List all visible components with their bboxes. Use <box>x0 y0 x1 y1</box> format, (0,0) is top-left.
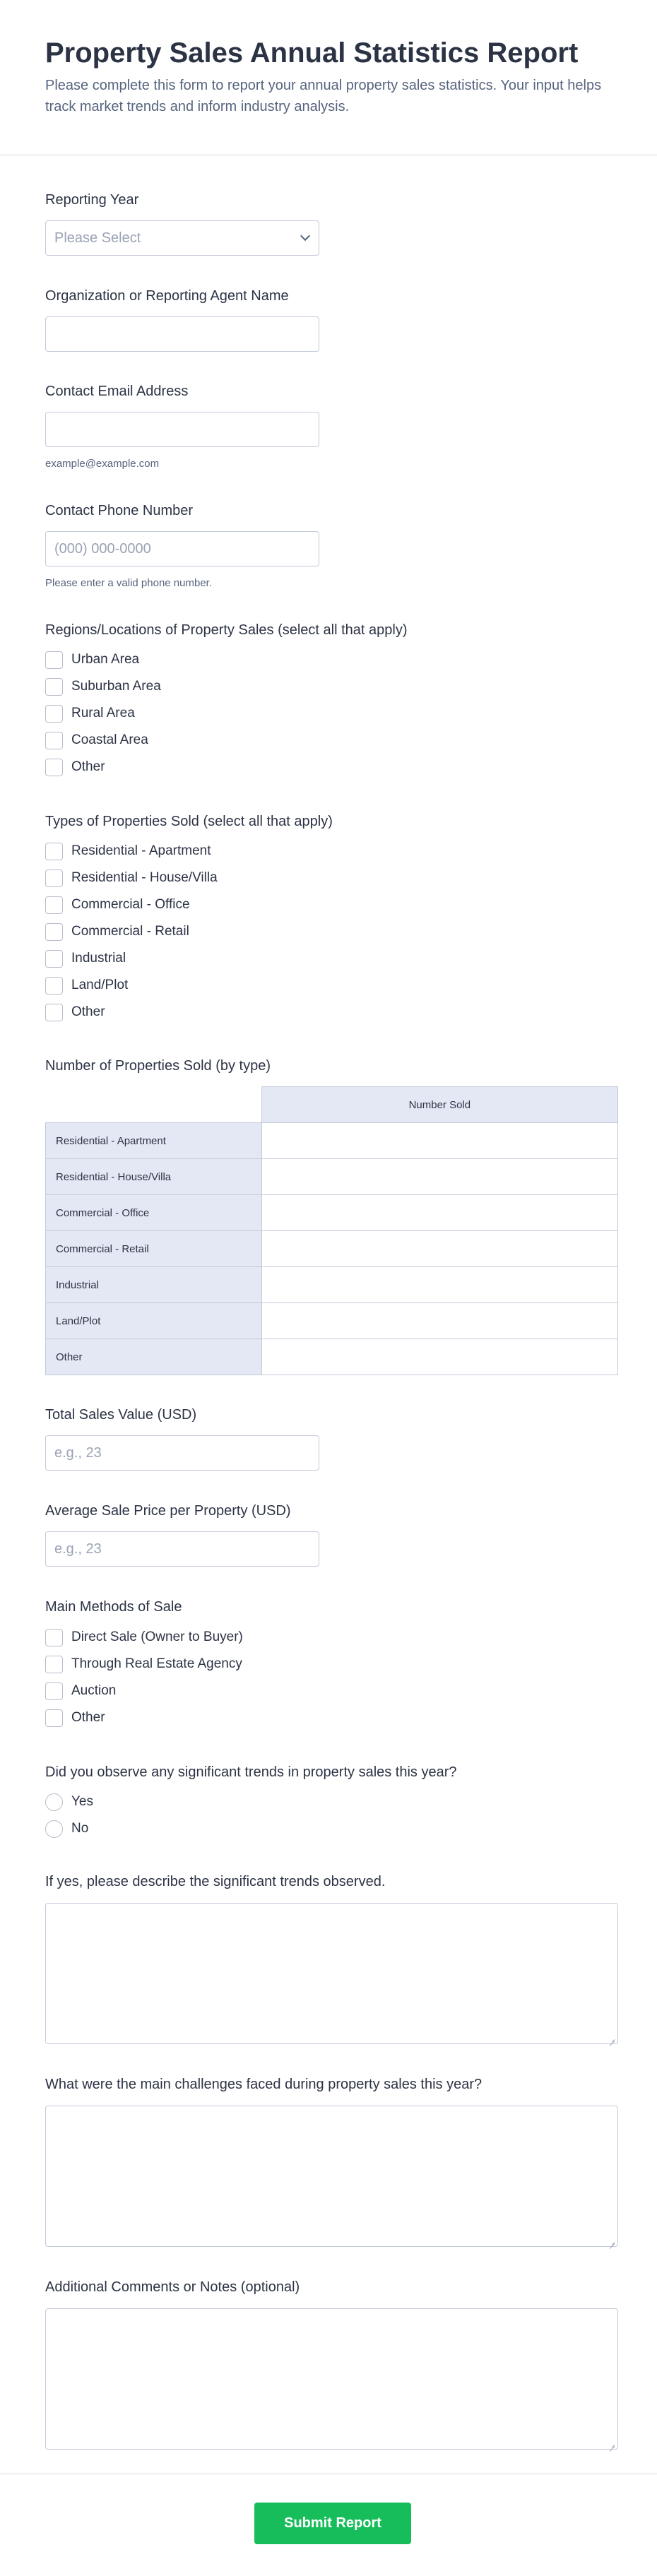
matrix-cell[interactable] <box>261 1159 617 1195</box>
matrix-cell[interactable] <box>261 1303 617 1339</box>
option-label: Direct Sale (Owner to Buyer) <box>71 1630 243 1644</box>
matrix-cell[interactable] <box>261 1195 617 1231</box>
phone-help-text: Please enter a valid phone number. <box>45 577 212 589</box>
matrix-cell[interactable] <box>261 1231 617 1267</box>
option-label: Urban Area <box>71 652 140 667</box>
matrix-cell-input[interactable] <box>266 1307 613 1335</box>
radio-button[interactable] <box>45 1793 63 1811</box>
option-label: Coastal Area <box>71 732 148 747</box>
option-label: Commercial - Retail <box>71 924 189 939</box>
option-label: Industrial <box>71 951 126 966</box>
checkbox[interactable] <box>45 950 63 968</box>
matrix-row-label: Other <box>46 1339 262 1375</box>
checkbox[interactable] <box>45 651 63 669</box>
regions-option-urban[interactable] <box>45 651 139 669</box>
checkbox[interactable] <box>45 732 63 749</box>
property-type-option[interactable] <box>45 869 218 887</box>
checkbox[interactable] <box>45 869 63 887</box>
page-title: Property Sales Annual Statistics Report <box>45 37 579 69</box>
radio-button[interactable] <box>45 1820 63 1838</box>
submit-button[interactable]: Submit Report <box>254 2503 411 2544</box>
checkbox[interactable] <box>45 1629 63 1646</box>
resize-handle-icon[interactable] <box>608 2034 615 2041</box>
checkbox[interactable] <box>45 705 63 723</box>
matrix-row-label: Commercial - Retail <box>46 1231 262 1267</box>
email-input[interactable] <box>45 412 319 447</box>
matrix-cell-input[interactable] <box>266 1163 613 1191</box>
checkbox[interactable] <box>45 923 63 941</box>
form-header <box>0 0 657 155</box>
property-type-option[interactable] <box>45 949 126 968</box>
matrix-cell[interactable] <box>261 1339 617 1375</box>
option-label: Rural Area <box>71 706 135 720</box>
matrix-cell-input[interactable] <box>266 1235 613 1263</box>
matrix-column-header: Number Sold <box>261 1087 617 1123</box>
option-label: No <box>71 1821 89 1836</box>
method-option[interactable] <box>45 1655 242 1673</box>
matrix-cell-input[interactable] <box>266 1343 613 1371</box>
matrix-cell[interactable] <box>261 1267 617 1303</box>
method-option[interactable] <box>45 1709 105 1727</box>
regions-label: Regions/Locations of Property Sales (select all that apply) <box>45 622 408 638</box>
matrix-row-label: Residential - Apartment <box>46 1123 262 1159</box>
checkbox[interactable] <box>45 843 63 860</box>
organization-label: Organization or Reporting Agent Name <box>45 288 289 304</box>
comments-textarea[interactable] <box>45 2308 618 2450</box>
reporting-year-select[interactable] <box>45 220 319 256</box>
option-label: Through Real Estate Agency <box>71 1656 242 1671</box>
challenges-label: What were the main challenges faced during property sales this year? <box>45 2077 483 2092</box>
resize-handle-icon[interactable] <box>608 2440 615 2447</box>
average-price-label: Average Sale Price per Property (USD) <box>45 1503 291 1519</box>
checkbox[interactable] <box>45 1004 63 1021</box>
option-label: Suburban Area <box>71 679 161 694</box>
methods-label: Main Methods of Sale <box>45 1599 182 1615</box>
regions-option-suburban[interactable] <box>45 677 161 696</box>
email-help-text: example@example.com <box>45 458 160 470</box>
method-option[interactable] <box>45 1682 116 1700</box>
organization-input[interactable] <box>45 316 319 352</box>
regions-option-other[interactable] <box>45 758 105 776</box>
option-label: Other <box>71 1004 105 1019</box>
trends-label: Did you observe any significant trends in property sales this year? <box>45 1764 457 1780</box>
matrix-row-label: Land/Plot <box>46 1303 262 1339</box>
option-label: Auction <box>71 1683 117 1698</box>
option-label: Residential - Apartment <box>71 843 211 858</box>
matrix-cell-input[interactable] <box>266 1199 613 1227</box>
total-sales-input[interactable] <box>45 1435 319 1471</box>
trends-option-no[interactable] <box>45 1820 88 1838</box>
option-label: Commercial - Office <box>71 897 190 912</box>
option-label: Residential - House/Villa <box>71 870 218 885</box>
checkbox[interactable] <box>45 1656 63 1673</box>
resize-handle-icon[interactable] <box>608 2237 615 2244</box>
matrix-row-label: Residential - House/Villa <box>46 1159 262 1195</box>
chevron-down-icon <box>300 231 310 241</box>
matrix-cell-input[interactable] <box>266 1127 613 1155</box>
page-subtitle: Please complete this form to report your annual property sales statistics. Your input helps track market trends and inform industry analysis. <box>45 78 602 114</box>
checkbox[interactable] <box>45 977 63 995</box>
reporting-year-placeholder: Please Select <box>54 230 141 246</box>
property-type-option[interactable] <box>45 922 189 941</box>
matrix-cell[interactable] <box>261 1123 617 1159</box>
option-label: Other <box>71 759 105 774</box>
option-label: Yes <box>71 1794 93 1809</box>
regions-option-coastal[interactable] <box>45 731 148 749</box>
phone-label: Contact Phone Number <box>45 503 194 518</box>
challenges-textarea[interactable] <box>45 2106 618 2247</box>
average-price-input[interactable] <box>45 1531 319 1567</box>
checkbox[interactable] <box>45 759 63 776</box>
property-type-option[interactable] <box>45 842 211 860</box>
comments-label: Additional Comments or Notes (optional) <box>45 2279 300 2295</box>
method-option[interactable] <box>45 1628 243 1646</box>
property-type-option[interactable] <box>45 1003 105 1021</box>
trends-description-label: If yes, please describe the significant trends observed. <box>45 1874 386 1889</box>
option-label: Other <box>71 1710 105 1725</box>
matrix-corner <box>46 1087 262 1123</box>
matrix-row-label: Industrial <box>46 1267 262 1303</box>
total-sales-label: Total Sales Value (USD) <box>45 1407 197 1423</box>
checkbox[interactable] <box>45 1709 63 1727</box>
matrix-cell-input[interactable] <box>266 1271 613 1299</box>
matrix-row-label: Commercial - Office <box>46 1195 262 1231</box>
matrix-label: Number of Properties Sold (by type) <box>45 1058 271 1074</box>
property-types-label: Types of Properties Sold (select all that apply) <box>45 814 333 829</box>
property-type-option[interactable] <box>45 896 190 914</box>
regions-option-rural[interactable] <box>45 704 135 723</box>
option-label: Land/Plot <box>71 978 129 992</box>
checkbox[interactable] <box>45 678 63 696</box>
checkbox[interactable] <box>45 896 63 914</box>
email-label: Contact Email Address <box>45 384 189 399</box>
property-type-option[interactable] <box>45 976 128 995</box>
properties-sold-matrix <box>45 1086 618 1375</box>
checkbox[interactable] <box>45 1682 63 1700</box>
trends-description-textarea[interactable] <box>45 1903 618 2044</box>
phone-input[interactable] <box>45 531 319 566</box>
reporting-year-label: Reporting Year <box>45 192 139 208</box>
trends-option-yes[interactable] <box>45 1793 93 1811</box>
